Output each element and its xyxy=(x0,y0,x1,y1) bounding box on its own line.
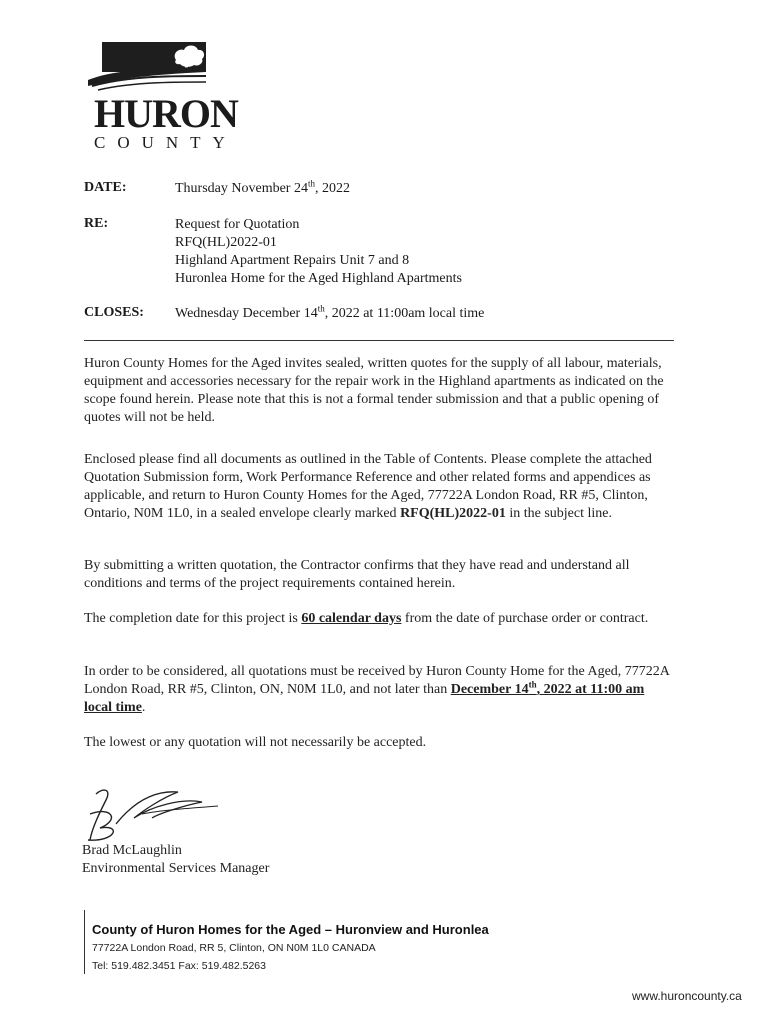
logo-subtitle: COUNTY xyxy=(94,133,237,152)
date-label: DATE: xyxy=(84,180,127,195)
paragraph-completion-text: The completion date for this project is xyxy=(84,611,302,626)
closes-value-time: , 2022 at 11:00am local time xyxy=(324,306,485,321)
paragraph-confirmation: By submitting a written quotation, the Contractor confirms that they have read and understand all conditions and terms of the project requirements contained herein. xyxy=(84,558,630,591)
closes-value xyxy=(175,305,484,323)
re-line: RFQ(HL)2022-01 xyxy=(175,235,277,250)
footer-divider xyxy=(84,910,85,974)
paragraph-lowest: The lowest or any quotation will not necessarily be accepted. xyxy=(84,735,427,750)
re-line: Request for Quotation xyxy=(175,217,300,232)
paragraph-enclosed xyxy=(84,451,674,523)
date-value-suffix: th xyxy=(307,178,315,189)
date-value-text: Thursday November 24 xyxy=(175,181,308,196)
re-value xyxy=(175,216,462,288)
signatory-title: Environmental Services Manager xyxy=(82,861,270,876)
deadline-date-suffix: th xyxy=(528,679,537,690)
re-line: Huronlea Home for the Aged Highland Apartments xyxy=(175,271,462,286)
deadline-date-text: December 14 xyxy=(450,682,529,697)
huron-county-logo xyxy=(84,40,244,155)
paragraph-enclosed-text: Enclosed please find all documents as outlined in the Table of Contents. Please complete the attached Quotation Submission form, Work Performance Reference and other related forms and appendices as applicable, and return to Huron County Homes for the Aged, 77722A London Road, RR #5, Clinton, Ontario, N0M 1L0, in a sealed envelope clearly marked xyxy=(84,452,652,521)
completion-days: 60 calendar days xyxy=(301,611,402,626)
footer-address: 77722A London Road, RR 5, Clinton, ON N0M 1L0 CANADA xyxy=(92,942,376,954)
header-divider xyxy=(84,340,674,341)
re-line: Highland Apartment Repairs Unit 7 and 8 xyxy=(175,253,410,268)
paragraph-intro: Huron County Homes for the Aged invites sealed, written quotes for the supply of all labour, materials, equipment and accessories necessary for the repair work in the Highland apartments as indicated on the scope found herein. Please note that this is not a formal tender submission and that a public opening of quotes will not be held. xyxy=(84,356,664,425)
closes-value-suffix: th xyxy=(317,303,325,314)
logo-landscape-icon xyxy=(88,40,208,92)
re-label: RE: xyxy=(84,216,109,231)
logo-wordmark: HURON xyxy=(94,91,238,136)
paragraph-deadline-end: . xyxy=(141,700,146,715)
deadline-date-time: , 2022 at 11:00 am local time xyxy=(84,682,645,715)
paragraph-deadline-text: In order to be considered, all quotations must be received by Huron County Home for the Aged, 77722A London Road, RR #5, Clinton, ON, N0M 1L0, and not later than xyxy=(84,664,670,697)
signatory-name: Brad McLaughlin xyxy=(82,843,182,858)
date-value-year: , 2022 xyxy=(314,181,350,196)
paragraph-completion xyxy=(84,610,674,628)
paragraph-deadline xyxy=(84,663,674,717)
rfq-reference: RFQ(HL)2022-01 xyxy=(400,506,506,521)
handwritten-signature xyxy=(82,784,222,846)
closes-label: CLOSES: xyxy=(84,305,144,320)
date-value xyxy=(175,180,350,198)
closes-value-text: Wednesday December 14 xyxy=(175,306,318,321)
paragraph-completion-end: from the date of purchase order or contract. xyxy=(401,611,649,626)
paragraph-enclosed-end: in the subject line. xyxy=(505,506,612,521)
footer-organization: County of Huron Homes for the Aged – Huronview and Huronlea xyxy=(92,922,489,937)
footer-website: www.huroncounty.ca xyxy=(632,989,742,1003)
footer-phone: Tel: 519.482.3451 Fax: 519.482.5263 xyxy=(92,960,266,972)
